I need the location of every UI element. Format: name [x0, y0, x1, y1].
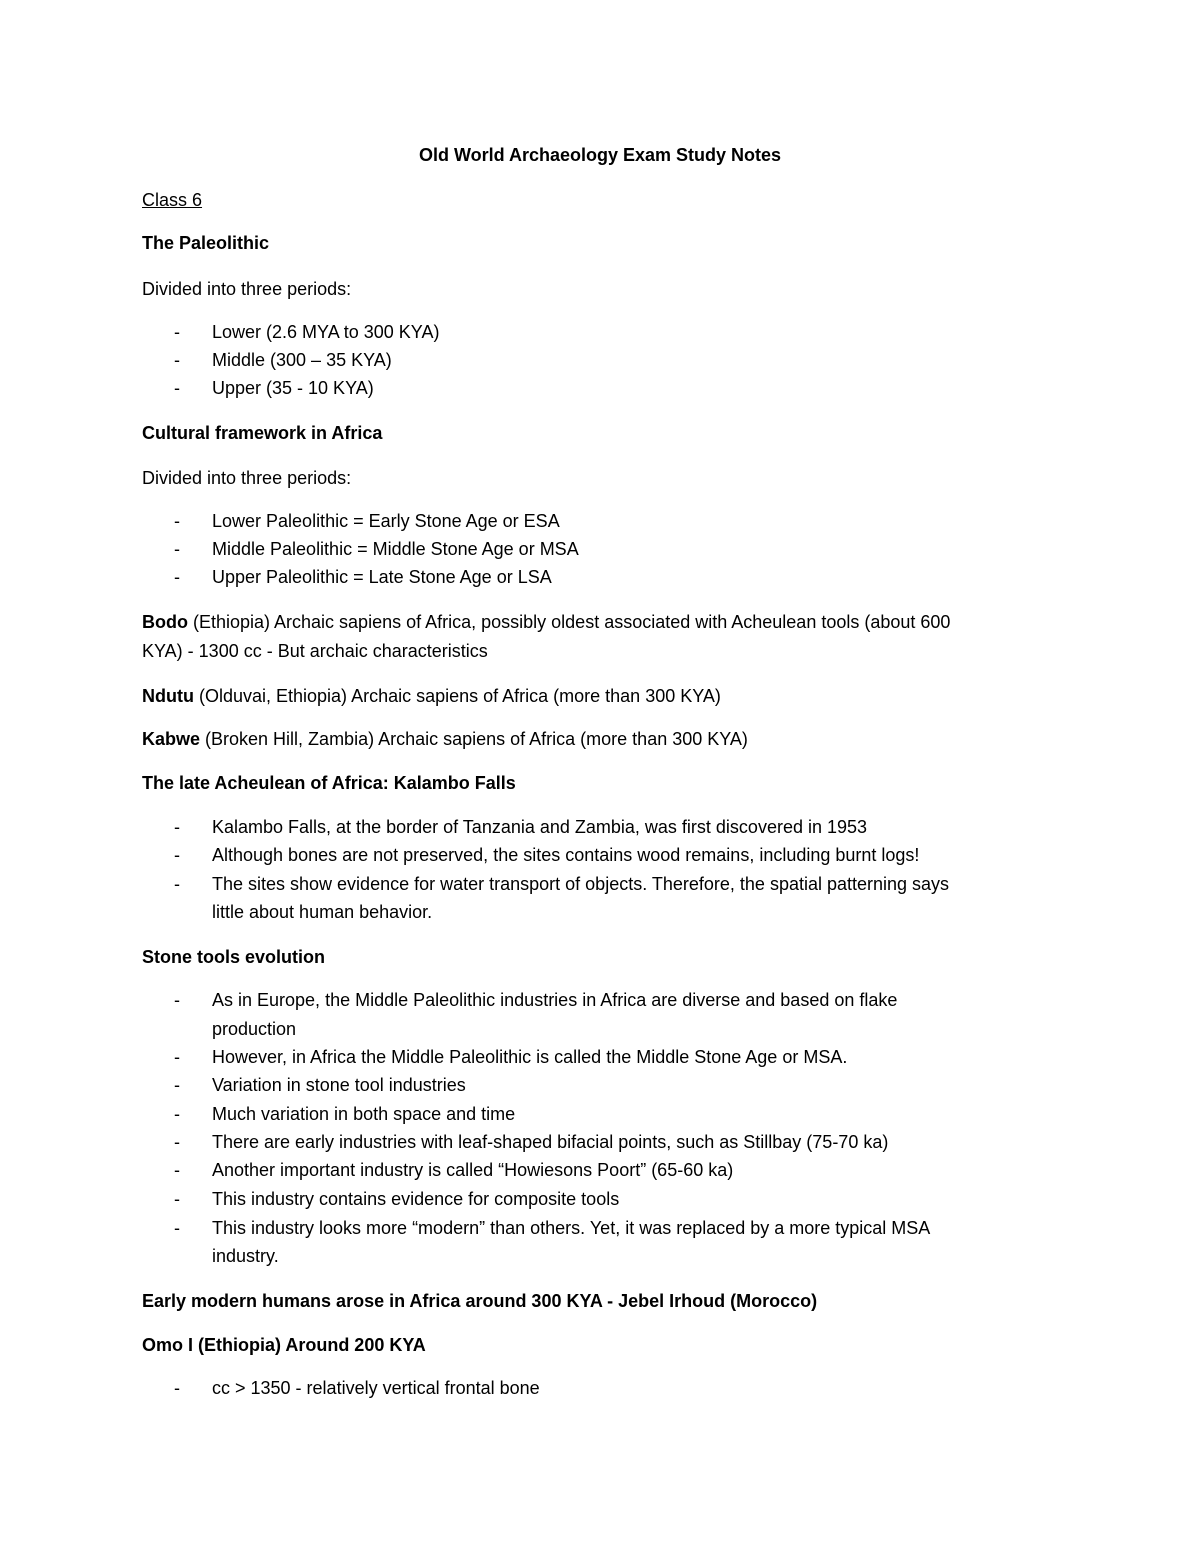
- list-item: Variation in stone tool industries: [212, 1075, 466, 1095]
- list-item: Kalambo Falls, at the border of Tanzania and Zambia, was first discovered in 1953: [212, 817, 868, 837]
- class-label: Class 6: [142, 190, 203, 210]
- list-bullet: -: [174, 511, 180, 531]
- list-item: Upper Paleolithic = Late Stone Age or LSA: [212, 567, 552, 587]
- paragraph-bodo-continued: KYA) - 1300 cc - But archaic characteristics: [142, 641, 488, 661]
- list-bullet: -: [174, 350, 180, 370]
- list-item: Although bones are not preserved, the sites contains wood remains, including burnt logs!: [212, 845, 920, 865]
- document-title: Old World Archaeology Exam Study Notes: [418, 145, 782, 165]
- list-bullet: -: [174, 322, 180, 342]
- term-bodo: Bodo: [142, 612, 188, 632]
- list-bullet: -: [174, 378, 180, 398]
- kabwe-text: (Broken Hill, Zambia) Archaic sapiens of Africa (more than 300 KYA): [200, 729, 748, 749]
- list-bullet: -: [174, 1189, 180, 1209]
- list-item: As in Europe, the Middle Paleolithic industries in Africa are diverse and based on flake: [212, 990, 898, 1010]
- list-bullet: -: [174, 817, 180, 837]
- section-heading-omo: Omo I (Ethiopia) Around 200 KYA: [142, 1335, 426, 1355]
- list-item: This industry contains evidence for composite tools: [212, 1189, 620, 1209]
- list-bullet: -: [174, 1160, 180, 1180]
- section-heading-kalambo: The late Acheulean of Africa: Kalambo Falls: [142, 773, 516, 793]
- list-bullet: -: [174, 567, 180, 587]
- list-item: Upper (35 - 10 KYA): [212, 378, 374, 398]
- list-bullet: -: [174, 1378, 180, 1398]
- ndutu-text: (Olduvai, Ethiopia) Archaic sapiens of Africa (more than 300 KYA): [193, 686, 721, 706]
- list-bullet: -: [174, 1218, 180, 1238]
- list-bullet: -: [174, 874, 180, 894]
- list-item-continued: production: [212, 1019, 297, 1039]
- paragraph-periods-intro: Divided into three periods:: [142, 279, 352, 299]
- term-ndutu: Ndutu: [142, 686, 194, 706]
- paragraph-bodo: [142, 609, 950, 635]
- list-item: The sites show evidence for water transport of objects. Therefore, the spatial patterning says: [212, 874, 950, 894]
- list-item-continued: industry.: [212, 1246, 279, 1266]
- list-bullet: -: [174, 1104, 180, 1124]
- list-item-continued: little about human behavior.: [212, 902, 433, 922]
- section-heading-stone-tools: Stone tools evolution: [142, 947, 325, 967]
- list-bullet: -: [174, 845, 180, 865]
- list-item: There are early industries with leaf-shaped bifacial points, such as Stillbay (75-70 ka): [212, 1132, 889, 1152]
- section-heading-framework: Cultural framework in Africa: [142, 423, 383, 443]
- paragraph-kabwe: [142, 726, 748, 752]
- list-item: cc > 1350 - relatively vertical frontal bone: [212, 1378, 540, 1398]
- list-bullet: -: [174, 1132, 180, 1152]
- list-item: Lower (2.6 MYA to 300 KYA): [212, 322, 440, 342]
- list-bullet: -: [174, 990, 180, 1010]
- list-item: Much variation in both space and time: [212, 1104, 516, 1124]
- bodo-text: (Ethiopia) Archaic sapiens of Africa, possibly oldest associated with Acheulean tools (about 600: [187, 612, 951, 632]
- paragraph-periods-intro: Divided into three periods:: [142, 468, 352, 488]
- paragraph-ndutu: [142, 683, 721, 709]
- list-item: However, in Africa the Middle Paleolithic is called the Middle Stone Age or MSA.: [212, 1047, 848, 1067]
- list-item: Middle (300 – 35 KYA): [212, 350, 392, 370]
- list-item: Middle Paleolithic = Middle Stone Age or MSA: [212, 539, 579, 559]
- list-item: Lower Paleolithic = Early Stone Age or ESA: [212, 511, 560, 531]
- list-bullet: -: [174, 1075, 180, 1095]
- section-heading-paleolithic: The Paleolithic: [142, 233, 270, 253]
- list-item: Another important industry is called “Howiesons Poort” (65-60 ka): [212, 1160, 734, 1180]
- list-bullet: -: [174, 1047, 180, 1067]
- term-kabwe: Kabwe: [142, 729, 201, 749]
- section-heading-early-modern: Early modern humans arose in Africa around 300 KYA - Jebel Irhoud (Morocco): [142, 1291, 818, 1311]
- list-item: This industry looks more “modern” than others. Yet, it was replaced by a more typical MSA: [212, 1218, 931, 1238]
- list-bullet: -: [174, 539, 180, 559]
